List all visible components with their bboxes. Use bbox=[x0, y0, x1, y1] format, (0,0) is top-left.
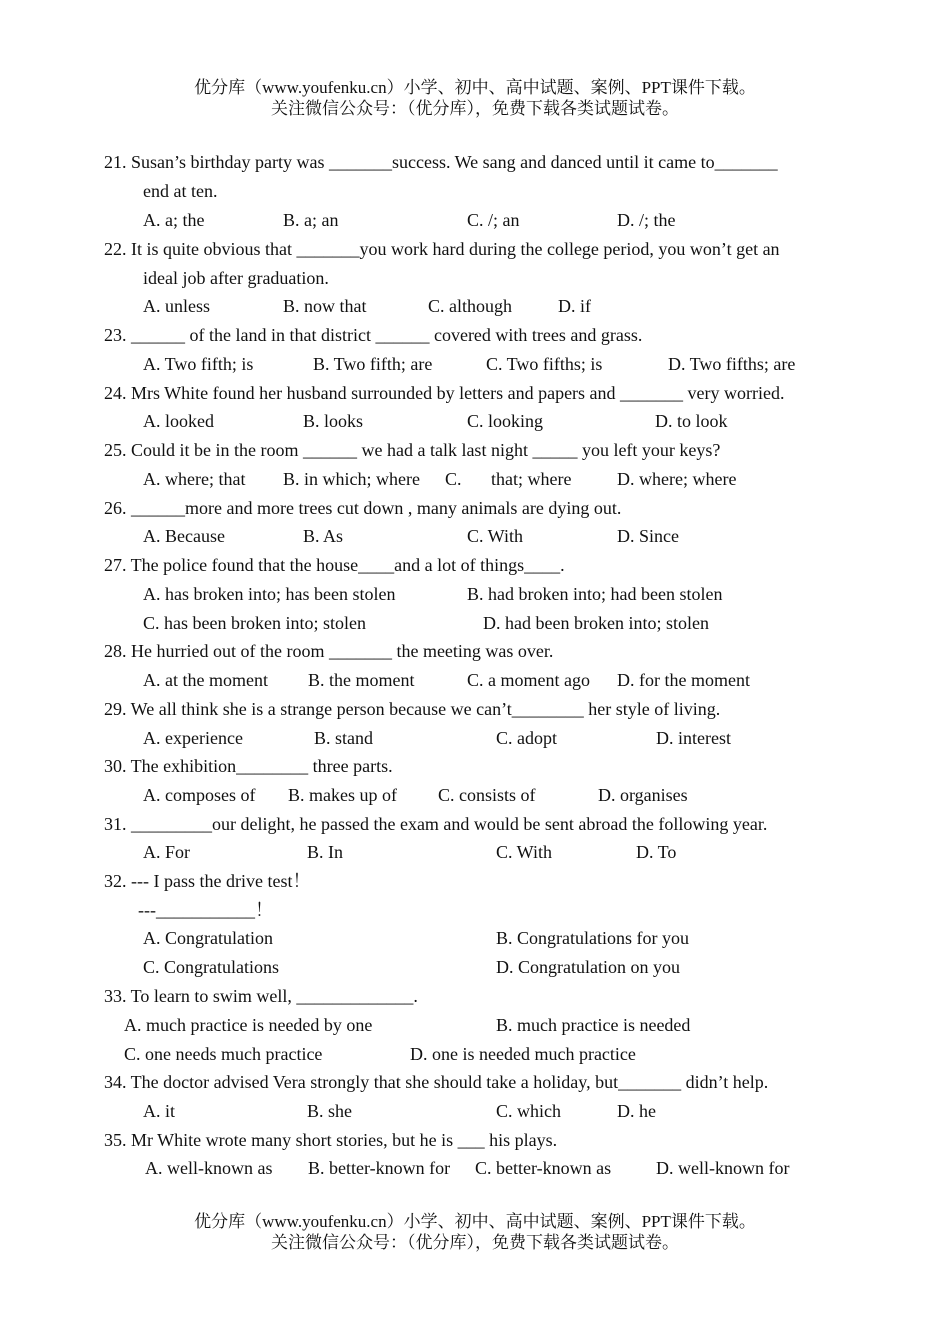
q35-option-d: D. well-known for bbox=[656, 1158, 790, 1178]
q34-option-a: A. it bbox=[143, 1101, 176, 1121]
q26-option-a: A. Because bbox=[143, 526, 225, 546]
page-header bbox=[0, 77, 950, 119]
q21-option-d: D. /; the bbox=[617, 210, 676, 230]
q23-option-d: D. Two fifths; are bbox=[668, 354, 796, 374]
q34-option-c: C. which bbox=[496, 1101, 561, 1121]
q28-option-b: B. the moment bbox=[308, 670, 415, 690]
q29-option-a: A. experience bbox=[143, 728, 243, 748]
q31-option-b: B. In bbox=[307, 842, 343, 862]
question-23-stem: 23. ______ of the land in that district ______ covered with trees and grass. bbox=[104, 325, 643, 345]
q25-option-c-label: C. bbox=[445, 469, 462, 489]
question-22-stem-cont: ideal job after graduation. bbox=[143, 268, 329, 288]
q24-option-b: B. looks bbox=[303, 411, 364, 431]
q25-option-b: B. in which; where bbox=[283, 469, 420, 489]
header-line-2: 关注微信公众号：（优分库），免费下载各类试题试卷。 bbox=[271, 99, 679, 118]
question-33-stem: 33. To learn to swim well, _____________. bbox=[104, 986, 418, 1006]
q22-option-a: A. unless bbox=[143, 296, 210, 316]
q30-option-b: B. makes up of bbox=[288, 785, 397, 805]
q25-option-c: that; where bbox=[491, 469, 572, 489]
q34-option-d: D. he bbox=[617, 1101, 656, 1121]
q31-option-c: C. With bbox=[496, 842, 552, 862]
q26-option-b: B. As bbox=[303, 526, 344, 546]
q29-option-b: B. stand bbox=[314, 728, 374, 748]
question-32-reply: ---___________！ bbox=[138, 900, 273, 920]
q28-option-a: A. at the moment bbox=[143, 670, 268, 690]
q31-option-d: D. To bbox=[636, 842, 677, 862]
q24-option-a: A. looked bbox=[143, 411, 214, 431]
q23-option-c: C. Two fifths; is bbox=[486, 354, 603, 374]
question-31-stem: 31. _________our delight, he passed the exam and would be sent abroad the following year. bbox=[104, 814, 768, 834]
question-24-stem: 24. Mrs White found her husband surrounded by letters and papers and _______ very worried. bbox=[104, 383, 785, 403]
question-21-stem: 21. Susan’s birthday party was _______success. We sang and danced until it came to_______ bbox=[104, 152, 778, 172]
q29-option-c: C. adopt bbox=[496, 728, 557, 748]
q32-option-c: C. Congratulations bbox=[143, 957, 279, 977]
q22-option-d: D. if bbox=[558, 296, 591, 316]
header-line-1: 优分库（www.youfenku.cn）小学、初中、高中试题、案例、PPT课件下载。 bbox=[194, 78, 756, 97]
q21-option-b: B. a; an bbox=[283, 210, 339, 230]
q27-option-a: A. has broken into; has been stolen bbox=[143, 584, 396, 604]
question-35-stem: 35. Mr White wrote many short stories, but he is ___ his plays. bbox=[104, 1130, 558, 1150]
q32-option-b: B. Congratulations for you bbox=[496, 928, 689, 948]
question-22-stem: 22. It is quite obvious that _______you work hard during the college period, you won’t get an bbox=[104, 239, 780, 259]
q22-option-b: B. now that bbox=[283, 296, 367, 316]
q26-option-d: D. Since bbox=[617, 526, 679, 546]
q25-option-a: A. where; that bbox=[143, 469, 246, 489]
q21-option-a: A. a; the bbox=[143, 210, 205, 230]
question-21-stem-cont: end at ten. bbox=[143, 181, 218, 201]
q28-option-d: D. for the moment bbox=[617, 670, 750, 690]
page-footer bbox=[0, 1211, 950, 1253]
q27-option-b: B. had broken into; had been stolen bbox=[467, 584, 723, 604]
q22-option-c: C. although bbox=[428, 296, 512, 316]
q33-option-a: A. much practice is needed by one bbox=[124, 1015, 373, 1035]
question-28-stem: 28. He hurried out of the room _______ the meeting was over. bbox=[104, 641, 554, 661]
question-29-stem: 29. We all think she is a strange person because we can’t________ her style of living. bbox=[104, 699, 721, 719]
q33-option-d: D. one is needed much practice bbox=[410, 1044, 636, 1064]
q35-option-a: A. well-known as bbox=[145, 1158, 273, 1178]
q30-option-a: A. composes of bbox=[143, 785, 256, 805]
q27-option-d: D. had been broken into; stolen bbox=[483, 613, 709, 633]
q30-option-c: C. consists of bbox=[438, 785, 536, 805]
q23-option-b: B. Two fifth; are bbox=[313, 354, 433, 374]
q32-option-d: D. Congratulation on you bbox=[496, 957, 680, 977]
q24-option-d: D. to look bbox=[655, 411, 728, 431]
q24-option-c: C. looking bbox=[467, 411, 544, 431]
q34-option-b: B. she bbox=[307, 1101, 352, 1121]
q28-option-c: C. a moment ago bbox=[467, 670, 590, 690]
q32-option-a: A. Congratulation bbox=[143, 928, 273, 948]
q30-option-d: D. organises bbox=[598, 785, 688, 805]
q25-option-d: D. where; where bbox=[617, 469, 737, 489]
question-27-stem: 27. The police found that the house____and a lot of things____. bbox=[104, 555, 565, 575]
question-26-stem: 26. ______more and more trees cut down , many animals are dying out. bbox=[104, 498, 622, 518]
question-32-stem: 32. --- I pass the drive test！ bbox=[104, 871, 311, 891]
question-25-stem: 25. Could it be in the room ______ we had a talk last night _____ you left your keys? bbox=[104, 440, 721, 460]
footer-line-1: 优分库（www.youfenku.cn）小学、初中、高中试题、案例、PPT课件下载。 bbox=[194, 1212, 756, 1231]
q31-option-a: A. For bbox=[143, 842, 191, 862]
q21-option-c: C. /; an bbox=[467, 210, 520, 230]
question-34-stem: 34. The doctor advised Vera strongly that she should take a holiday, but_______ didn’t help. bbox=[104, 1072, 769, 1092]
q23-option-a: A. Two fifth; is bbox=[143, 354, 254, 374]
q29-option-d: D. interest bbox=[656, 728, 731, 748]
q35-option-b: B. better-known for bbox=[308, 1158, 451, 1178]
q27-option-c: C. has been broken into; stolen bbox=[143, 613, 366, 633]
question-30-stem: 30. The exhibition________ three parts. bbox=[104, 756, 393, 776]
q33-option-b: B. much practice is needed bbox=[496, 1015, 691, 1035]
q35-option-c: C. better-known as bbox=[475, 1158, 612, 1178]
q26-option-c: C. With bbox=[467, 526, 523, 546]
footer-line-2: 关注微信公众号：（优分库），免费下载各类试题试卷。 bbox=[271, 1233, 679, 1252]
q33-option-c: C. one needs much practice bbox=[124, 1044, 323, 1064]
